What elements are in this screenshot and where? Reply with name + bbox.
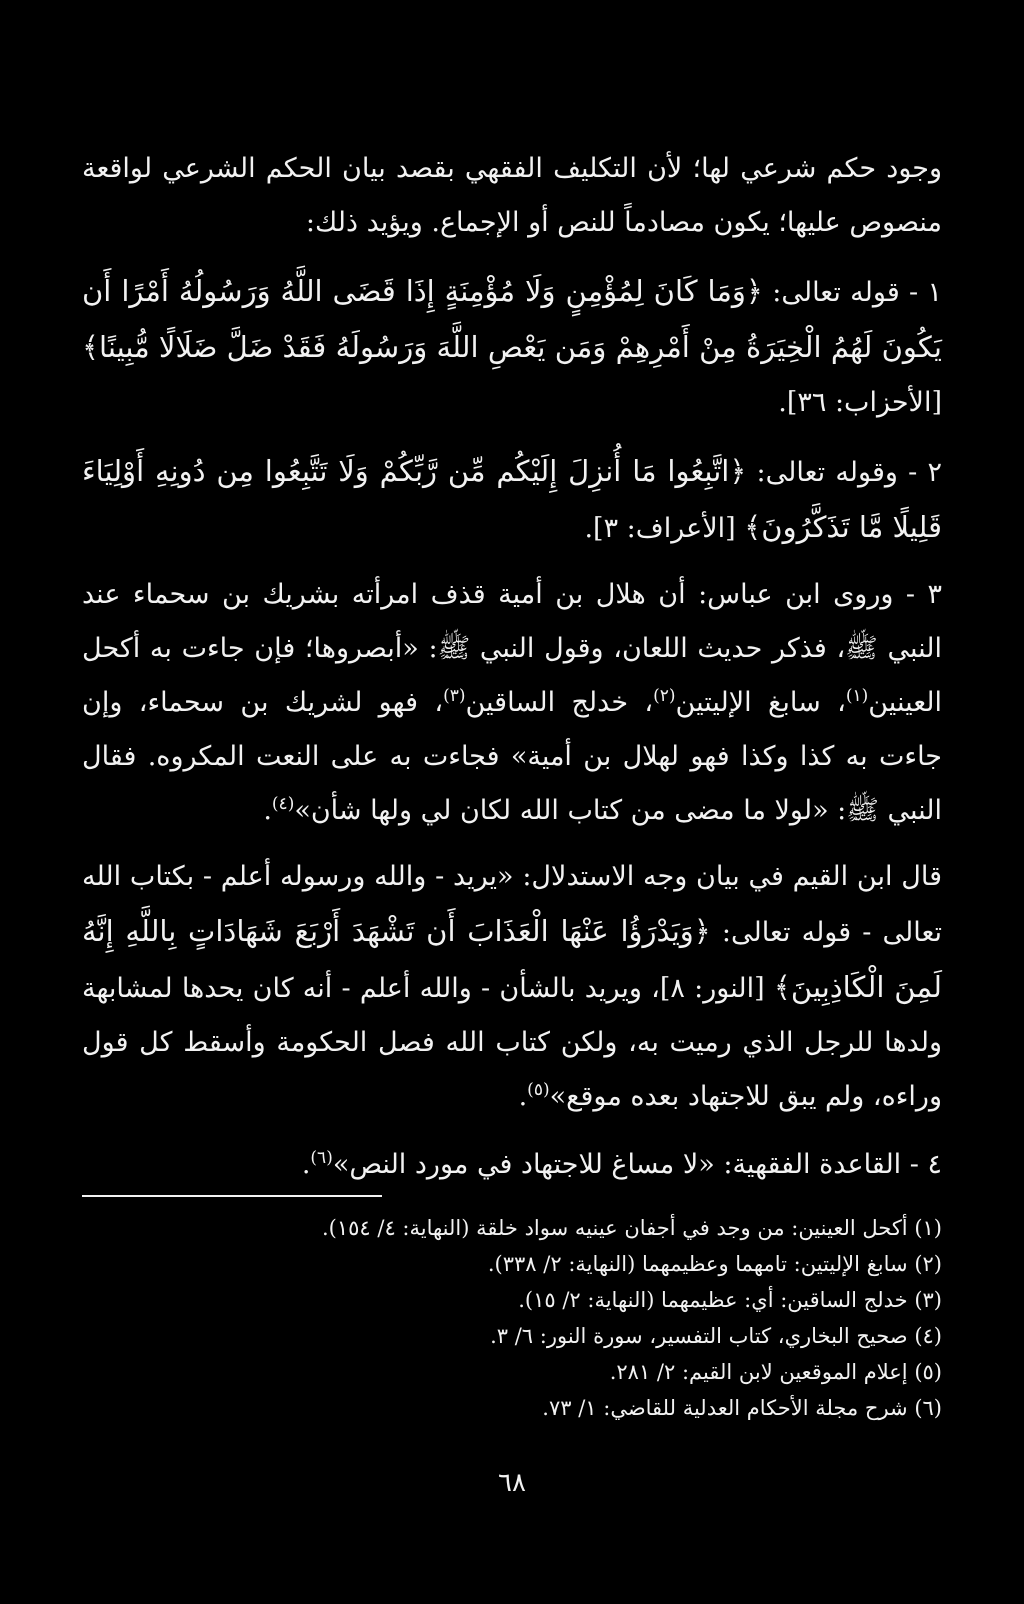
intro-paragraph: وجود حكم شرعي لها؛ لأن التكليف الفقهي بقصد بيان الحكم الشرعي لواقعة منصوص عليها؛ يكون مصادماً للنص أو الإجماع. ويؤيد ذلك: [82, 153, 942, 238]
footnote-3: (٣) خدلج الساقين: أي: عظيمهما (النهاية: ٢/ ١٥). [518, 1288, 942, 1312]
quran-verse-araf: ﴿اتَّبِعُوا مَا أُنزِلَ إِلَيْكُم مِّن رَّبِّكُمْ وَلَا تَتَّبِعُوا مِن دُونِهِ أَوْلِيَاءَ قَلِيلًا مَّا تَذَكَّرُونَ﴾ [82, 454, 942, 544]
footnote-divider [82, 1195, 382, 1197]
evidence-item-4-maxim [82, 1138, 942, 1192]
footnote-4: (٤) صحيح البخاري، كتاب التفسير، سورة النور: ٦/ ٣. [490, 1324, 942, 1348]
footnote-marker-3: (٣) [443, 686, 466, 706]
ibn-qayyim-text-part-1: قال ابن القيم في بيان وجه الاستدلال: «يريد - والله ورسوله أعلم - بكتاب الله تعالى - قوله تعالى: [82, 861, 942, 948]
item-1-prefix: ١ - قوله تعالى: [762, 277, 943, 308]
quran-verse-nur: ﴿وَيَدْرَؤُا عَنْهَا الْعَذَابَ أَن تَشْهَدَ أَرْبَعَ شَهَادَاتٍ بِاللَّهِ إِنَّهُ لَمِنَ الْكَاذِبِينَ﴾ [82, 914, 942, 1004]
hadith-text-part-3: ، خدلج الساقين [465, 687, 654, 718]
page-number: ٦٨ [498, 1468, 526, 1498]
verse-reference-ahzab: [الأحزاب: ٣٦]. [778, 387, 942, 418]
footnote-marker-6: (٦) [310, 1148, 333, 1168]
hadith-text-part-1: ٣ - وروى ابن عباس: أن هلال بن أمية قذف امرأته بشريك بن سحماء عند النبي ﷺ، فذكر حديث اللعان، وقول النبي ﷺ: «أبصروها؛ فإن جاءت به أكحل العينين [82, 579, 942, 718]
evidence-item-2 [82, 444, 942, 556]
hadith-end: . [263, 795, 272, 826]
footnotes [82, 1210, 942, 1426]
footnote-marker-1: (١) [845, 686, 869, 706]
footnote-marker-4: (٤) [271, 794, 295, 814]
footnote-marker-5: (٥) [527, 1080, 550, 1100]
footnote-marker-2: (٢) [653, 686, 676, 706]
evidence-item-1 [82, 264, 942, 430]
ibn-qayyim-end: . [518, 1081, 528, 1112]
maxim-text: ٤ - القاعدة الفقهية: «لا مساغ للاجتهاد في مورد النص» [332, 1149, 942, 1180]
ibn-qayyim-text-part-2: [النور: ٨]، ويريد بالشأن - والله أعلم - أنه كان يحدها لمشابهة ولدها للرجل الذي رميت به، ولكن كتاب الله فصل الحكومة وأسقط كل قول وراءه، ولم يبق للاجتهاد بعده موقع» [82, 973, 942, 1112]
quran-verse-ahzab: ﴿وَمَا كَانَ لِمُؤْمِنٍ وَلَا مُؤْمِنَةٍ إِذَا قَضَى اللَّهُ وَرَسُولُهُ أَمْرًا أَن يَكُونَ لَهُمُ الْخِيَرَةُ مِنْ أَمْرِهِمْ وَمَن يَعْصِ اللَّهَ وَرَسُولَهُ فَقَدْ ضَلَّ ضَلَالًا مُّبِينًا﴾ [82, 274, 942, 364]
verse-reference-araf: [الأعراف: ٣]. [584, 513, 745, 544]
maxim-end: . [301, 1149, 311, 1180]
item-2-prefix: ٢ - وقوله تعالى: [746, 457, 942, 488]
evidence-item-3-hadith [82, 568, 942, 838]
hadith-text-part-4: ، فهو لشريك بن سحماء، وإن جاءت به كذا وكذا فهو لهلال بن أمية» فجاءت به على النعت المكروه. فقال النبي ﷺ: «لولا ما مضى من كتاب الله لكان لي ولها شأن» [82, 687, 942, 826]
footnote-2: (٢) سابغ الإليتين: تامهما وعظيمهما (النهاية: ٢/ ٣٣٨). [487, 1252, 942, 1276]
hadith-text-part-2: ، سابغ الإليتين [675, 687, 846, 718]
footnote-1: (١) أكحل العينين: من وجد في أجفان عينيه سواد خلقة (النهاية: ٤/ ١٥٤). [321, 1216, 942, 1240]
ibn-qayyim-paragraph [82, 850, 942, 1124]
footnote-5: (٥) إعلام الموقعين لابن القيم: ٢/ ٢٨١. [609, 1360, 942, 1384]
footnote-6: (٦) شرح مجلة الأحكام العدلية للقاضي: ١/ ٧٣. [542, 1396, 942, 1420]
